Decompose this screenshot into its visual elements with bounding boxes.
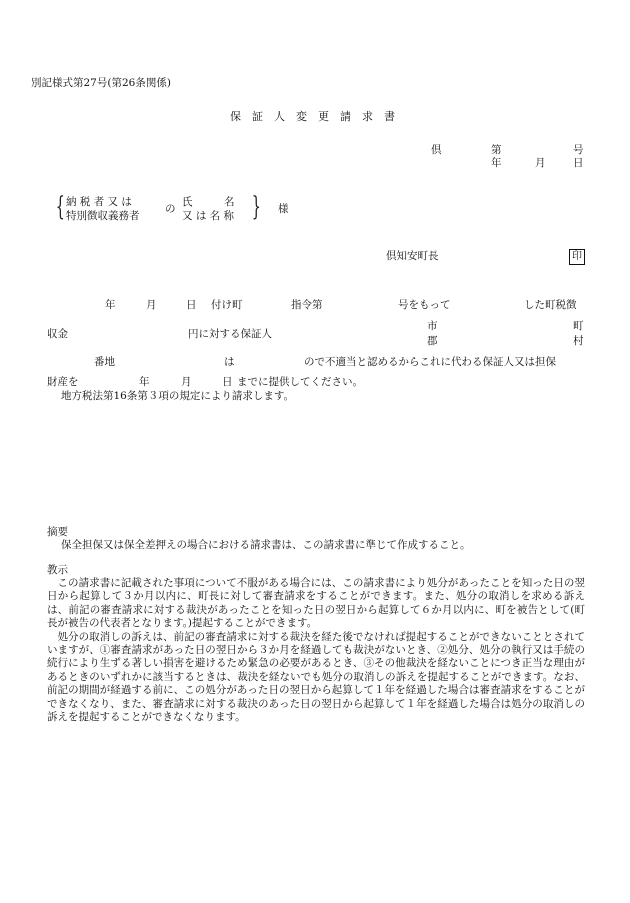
body4-day: 日 <box>222 376 233 388</box>
date-month: 月 <box>535 157 546 169</box>
form-number: 別記様式第27号(第26条関係) <box>31 77 171 89</box>
addressee-sama: 様 <box>278 203 289 215</box>
addressee-line1: 納 税 者 又 は <box>66 196 132 208</box>
document-title: 保 証 人 変 更 請 求 書 <box>230 110 395 123</box>
body2-gun: 郡 <box>427 335 438 347</box>
left-brace: { <box>55 192 65 222</box>
body5-law-basis: 地方税法第16条第３項の規定により請求します。 <box>61 390 295 402</box>
official-seal: 印 <box>569 249 585 265</box>
body2-shi: 市 <box>427 320 438 332</box>
body1-year: 年 <box>105 299 116 311</box>
date-year: 年 <box>491 157 502 169</box>
body1-shita: した町税徴 <box>524 299 577 311</box>
body4-year: 年 <box>139 376 150 388</box>
body2-cho: 町 <box>573 320 584 332</box>
notice-paragraph-2: 処分の取消しの訴えは、前記の審査請求に対する裁決を経た後でなければ提起することができないこととされていますが、①審査請求があった日の翌日から３か月を経過しても裁決がないとき、②処分、処分の執行又は手続の続行により生ずる著しい損害を避けるため緊急の必要があるとき、③その他裁決を経ないことにつき正当な理由があるときのいずれかに該当するときは、裁決を経ないでも処分の取消しの訴えを提起することができます。なお、前記の期間が経過する前に、この処分があった日の翌日から起算して１年を経過した場合は審査請求をすることができなくなり、また、審査請求に対する裁決のあった日の翌日から起算して１年を経過した場合は処分の取消しの訴えを提起することができなくなります。 <box>47 630 585 724</box>
body1-go-motte: 号をもって <box>398 299 451 311</box>
body2-yen: 円に対する保証人 <box>188 328 272 340</box>
summary-heading: 摘要 <box>47 526 68 538</box>
body1-month: 月 <box>146 299 157 311</box>
body4-month: 月 <box>181 376 192 388</box>
addressee-line2: 特別徴収義務者 <box>66 210 140 222</box>
notice-body <box>47 577 585 724</box>
body3-wa: は <box>224 356 235 368</box>
body2-son: 村 <box>573 335 584 347</box>
body1-dated: 付け町 <box>211 299 243 311</box>
body3-rest: ので不適当と認めるからこれに代わる保証人又は担保 <box>304 356 556 368</box>
body1-order: 指令第 <box>291 299 323 311</box>
date-day: 日 <box>573 157 584 169</box>
body1-day: 日 <box>186 299 197 311</box>
body2-shukin: 収金 <box>47 328 68 340</box>
right-brace: } <box>251 192 261 222</box>
addressee-name2: 又 は 名 称 <box>182 210 235 222</box>
body4-zaisan: 財産を <box>47 376 79 388</box>
addressee-no: の <box>165 203 176 215</box>
summary-text: 保全担保又は保全差押えの場合における請求書は、この請求書に準じて作成すること。 <box>61 539 471 551</box>
body4-rest: までに提供してください。 <box>237 376 363 388</box>
body3-banchi: 番地 <box>94 356 115 368</box>
notice-paragraph-1: この請求書に記載された事項について不服がある場合には、この請求書により処分があったことを知った日の翌日から起算して３か月以内に、町長に対して審査請求をすることができます。また、処分の取消しを求める訴えは、前記の審査請求に対する裁決があったことを知った日の翌日から起算して６か月以内に、町を被告として(町長が被告の代表者となります。)提起することができます。 <box>47 577 585 630</box>
doc-number-go: 号 <box>573 144 584 156</box>
doc-number-prefix: 倶 <box>431 144 442 156</box>
notice-heading: 教示 <box>47 564 68 576</box>
addressee-name1: 氏 名 <box>182 196 235 208</box>
doc-number-dai: 第 <box>491 144 502 156</box>
issuer-name: 倶知安町長 <box>386 250 439 262</box>
